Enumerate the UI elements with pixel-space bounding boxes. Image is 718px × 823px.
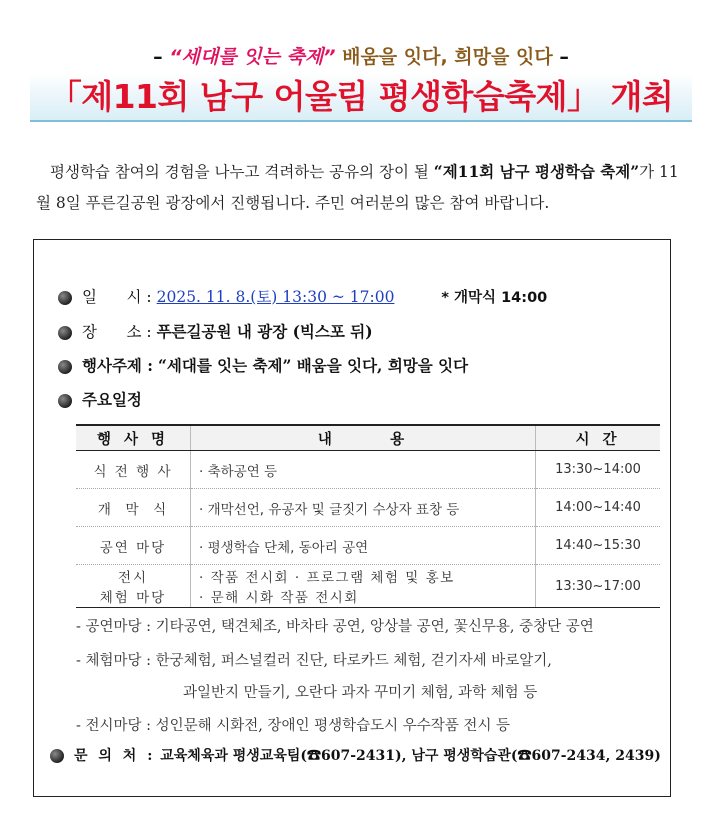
- event-time: 13:30~17:00: [536, 565, 661, 608]
- note-experience-cont: 과일반지 만들기, 오란다 과자 꾸미기 체험, 과학 체험 등: [183, 685, 538, 701]
- schedule-label: 주요일정: [82, 390, 142, 409]
- event-time: 14:00~14:40: [536, 489, 661, 527]
- bullet-icon: [58, 360, 72, 374]
- place-row: [58, 321, 373, 343]
- table-header-row: [76, 425, 660, 451]
- header-event: 행 사 명: [76, 425, 191, 451]
- contact-row: [50, 745, 661, 765]
- note-exhibition: - 전시마당 : 성인문해 시화전, 장애인 평생학습도시 우수작품 전시 등: [76, 718, 511, 734]
- event-time: 13:30~14:00: [536, 451, 661, 489]
- place-value: 푸른길공원 내 광장 (빅스포 뒤): [156, 322, 373, 341]
- table-row: [76, 565, 660, 608]
- event-content-line2: · 문해 시화 작품 전시회: [199, 590, 359, 606]
- bullet-icon: [58, 326, 72, 340]
- event-content: [191, 565, 536, 608]
- event-content: · 평생학습 단체, 동아리 공연: [191, 527, 536, 565]
- page-title: 「제11회 남구 어울림 평생학습축제」 개최: [48, 77, 674, 116]
- contact-label: 문 의 처 :: [74, 748, 156, 764]
- event-name: 개 막 식: [76, 489, 191, 527]
- bullet-icon: [58, 291, 72, 305]
- subtitle: [30, 40, 692, 74]
- event-name: [76, 565, 191, 608]
- date-value[interactable]: 2025. 11. 8.(토) 13:30 ~ 17:00: [156, 288, 395, 306]
- event-name-line1: 전시: [117, 570, 149, 586]
- dash-right: –: [559, 46, 569, 68]
- theme-value: “세대를 잇는 축제” 배움을 잇다, 희망을 잇다: [157, 356, 469, 375]
- table-row: [76, 489, 660, 527]
- event-name: 식 전 행 사: [76, 451, 191, 489]
- note-experience: - 체험마당 : 한궁체험, 퍼스널컬러 진단, 타로카드 체험, 걷기자세 바로알기,: [76, 653, 552, 669]
- theme-label: 행사주제 :: [82, 356, 154, 375]
- schedule-row: [58, 389, 142, 411]
- intro-text-after: 가 11월 8일 푸른길공원 광장에서 진행됩니다. 주민 여러분의 많은 참여 바랍니다.: [36, 163, 679, 212]
- place-label: 장 소 :: [82, 323, 152, 341]
- header-content: 내 용: [191, 425, 536, 451]
- event-name-line2: 체험 마당: [99, 590, 167, 606]
- event-content: · 축하공연 등: [191, 451, 536, 489]
- subtitle-slogan: 배움을 잇다, 희망을 잇다: [342, 46, 553, 68]
- date-label: 일 시 :: [82, 288, 152, 306]
- note-performance: - 공연마당 : 기타공연, 택견체조, 바차타 공연, 앙상블 공연, 꽃신무용, 중창단 공연: [76, 619, 594, 635]
- schedule-table: [76, 424, 660, 608]
- event-time: 14:40~15:30: [536, 527, 661, 565]
- intro-paragraph: [36, 156, 686, 219]
- event-content: · 개막선언, 유공자 및 글짓기 수상자 표창 등: [191, 489, 536, 527]
- header-time: 시 간: [536, 425, 661, 451]
- intro-bold: “제11회 남구 평생학습 축제”: [433, 162, 640, 181]
- date-row: [58, 286, 547, 309]
- event-content-line1: · 작품 전시회 · 프로그램 체험 및 홍보: [199, 570, 455, 586]
- theme-row: [58, 355, 468, 377]
- table-row: [76, 527, 660, 565]
- opening-ceremony: * 개막식 14:00: [441, 290, 548, 306]
- bullet-icon: [58, 394, 72, 408]
- dash-left: –: [153, 46, 163, 68]
- event-name: 공연 마당: [76, 527, 191, 565]
- table-row: [76, 451, 660, 489]
- contact-value: 교육체육과 평생교육팀(☎607-2431), 남구 평생학습관(☎607-2434, 2439): [160, 748, 661, 764]
- intro-text-before: 평생학습 참여의 경험을 나누고 격려하는 공유의 장이 될: [50, 163, 434, 181]
- subtitle-quote: “세대를 잇는 축제”: [169, 46, 336, 68]
- bullet-icon: [50, 749, 64, 763]
